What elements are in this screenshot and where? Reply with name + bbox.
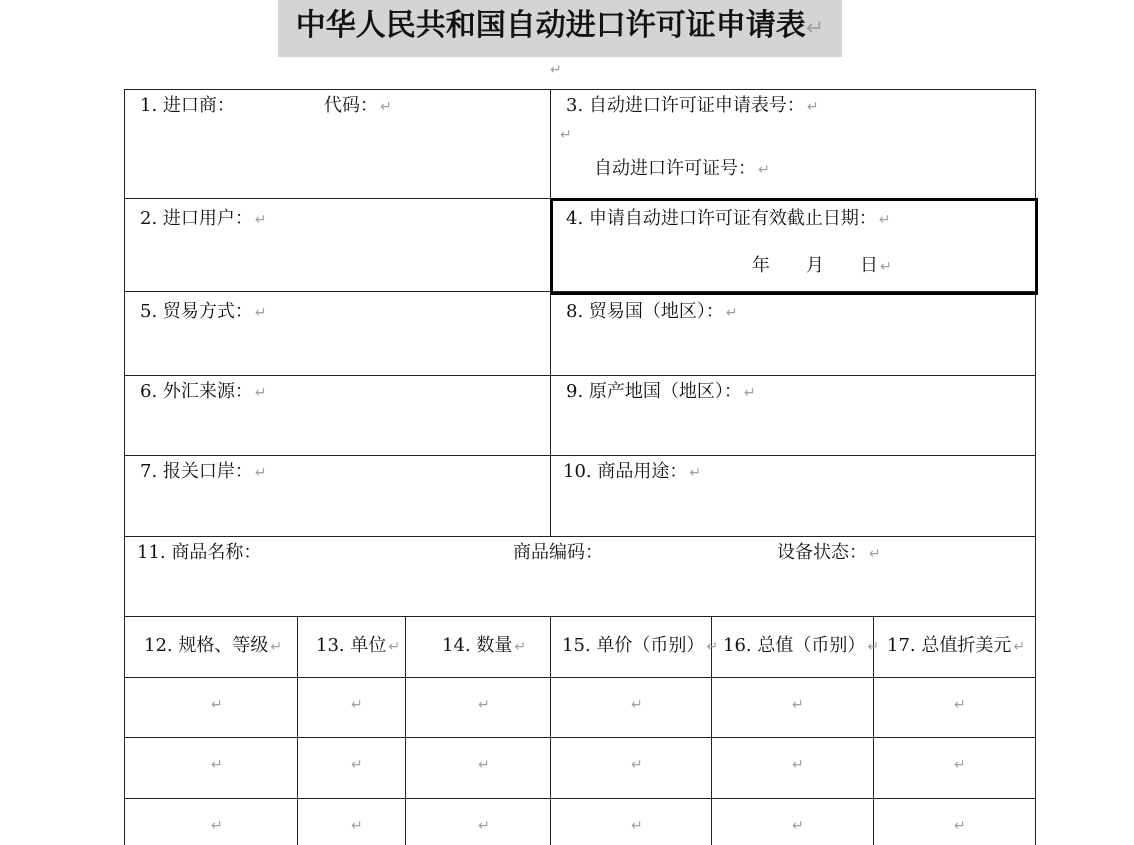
table-cell[interactable]: ↵ — [478, 697, 490, 713]
goods-code-label: 商品编码： — [513, 542, 603, 563]
table-cell[interactable]: ↵ — [351, 757, 363, 773]
return-mark: ↵ — [254, 465, 267, 481]
table-cell[interactable]: ↵ — [631, 757, 643, 773]
table-cell[interactable]: ↵ — [954, 697, 966, 713]
return-mark: ↵ — [878, 212, 891, 228]
import-user-label: 2. 进口用户： — [140, 208, 253, 229]
return-mark: ↵ — [254, 305, 267, 321]
return-mark: ↵ — [1013, 639, 1026, 655]
table-cell[interactable]: ↵ — [478, 818, 490, 834]
form-title — [278, 0, 842, 57]
field-trade-mode[interactable] — [140, 301, 267, 324]
table-cell[interactable]: ↵ — [631, 697, 643, 713]
return-mark: ↵ — [380, 99, 392, 115]
return-mark: ↵ — [560, 127, 572, 143]
column-header-quantity-text: 14. 数量 — [442, 635, 513, 656]
table-cell[interactable]: ↵ — [792, 757, 804, 773]
return-mark: ↵ — [388, 639, 401, 655]
return-mark: ↵ — [254, 212, 267, 228]
field-trade-country[interactable] — [566, 301, 738, 324]
column-header-unit-text: 13. 单位 — [316, 635, 387, 656]
field-origin-country[interactable] — [566, 381, 756, 404]
column-header-total-text: 16. 总值（币别） — [723, 635, 866, 656]
equipment-status-label: 设备状态： — [777, 542, 867, 563]
table-cell[interactable]: ↵ — [792, 697, 804, 713]
table-cell[interactable]: ↵ — [211, 818, 223, 834]
return-mark: ↵ — [806, 99, 819, 115]
return-mark: ↵ — [725, 305, 738, 321]
expiry-date-ymd: 年 月 日 — [752, 255, 878, 276]
column-header-unit — [316, 635, 400, 658]
application-no-label: 3. 自动进口许可证申请表号： — [566, 95, 805, 116]
return-mark: ↵ — [270, 639, 283, 655]
field-license-no[interactable] — [594, 158, 770, 181]
return-mark: ↵ — [706, 639, 719, 655]
return-mark: ↵ — [758, 162, 770, 178]
paragraph-mark: ↵ — [550, 62, 562, 78]
table-cell[interactable]: ↵ — [211, 697, 223, 713]
table-cell[interactable]: ↵ — [954, 818, 966, 834]
return-mark: ↵ — [805, 16, 825, 41]
field-expiry-date[interactable] — [566, 208, 891, 231]
field-application-no[interactable] — [566, 95, 819, 118]
table-cell[interactable]: ↵ — [478, 757, 490, 773]
expiry-date-value[interactable] — [752, 255, 892, 278]
trade-mode-label: 5. 贸易方式： — [140, 301, 253, 322]
table-cell[interactable]: ↵ — [211, 757, 223, 773]
expiry-date-label: 4. 申请自动进口许可证有效截止日期： — [566, 208, 877, 229]
trade-country-label: 8. 贸易国（地区）： — [566, 301, 724, 322]
column-header-unit-price — [562, 635, 718, 658]
field-importer-code[interactable] — [324, 95, 392, 118]
table-cell[interactable]: ↵ — [631, 818, 643, 834]
return-mark: ↵ — [869, 546, 881, 562]
column-header-total — [723, 635, 879, 658]
table-cell[interactable]: ↵ — [792, 818, 804, 834]
field-goods-code[interactable] — [513, 542, 603, 564]
importer-label: 1. 进口商： — [140, 95, 235, 116]
field-import-user[interactable] — [140, 208, 267, 231]
return-mark: ↵ — [254, 385, 267, 401]
field-customs-port[interactable] — [140, 461, 267, 484]
return-mark: ↵ — [880, 259, 892, 275]
column-header-usd — [887, 635, 1025, 658]
field-importer[interactable] — [140, 95, 235, 117]
field-goods-use[interactable] — [563, 461, 701, 484]
return-mark: ↵ — [867, 639, 880, 655]
return-mark: ↵ — [689, 465, 702, 481]
column-header-unit-price-text: 15. 单价（币别） — [562, 635, 705, 656]
license-no-label: 自动进口许可证号： — [594, 158, 756, 179]
return-mark: ↵ — [514, 639, 527, 655]
column-header-usd-text: 17. 总值折美元 — [887, 635, 1012, 656]
goods-use-label: 10. 商品用途： — [563, 461, 688, 482]
table-cell[interactable]: ↵ — [351, 697, 363, 713]
importer-code-label: 代码： — [324, 95, 378, 116]
column-header-spec — [144, 635, 282, 658]
table-cell[interactable]: ↵ — [954, 757, 966, 773]
forex-source-label: 6. 外汇来源： — [140, 381, 253, 402]
return-mark: ↵ — [743, 385, 756, 401]
field-forex-source[interactable] — [140, 381, 267, 404]
column-header-spec-text: 12. 规格、等级 — [144, 635, 269, 656]
origin-country-label: 9. 原产地国（地区）： — [566, 381, 742, 402]
goods-name-label: 11. 商品名称： — [137, 542, 262, 563]
customs-port-label: 7. 报关口岸： — [140, 461, 253, 482]
field-goods-name[interactable] — [137, 542, 261, 564]
field-equipment-status[interactable] — [777, 542, 881, 565]
table-cell[interactable]: ↵ — [351, 818, 363, 834]
column-header-quantity — [442, 635, 526, 658]
form-title-text: 中华人民共和国自动进口许可证申请表 — [295, 8, 806, 43]
